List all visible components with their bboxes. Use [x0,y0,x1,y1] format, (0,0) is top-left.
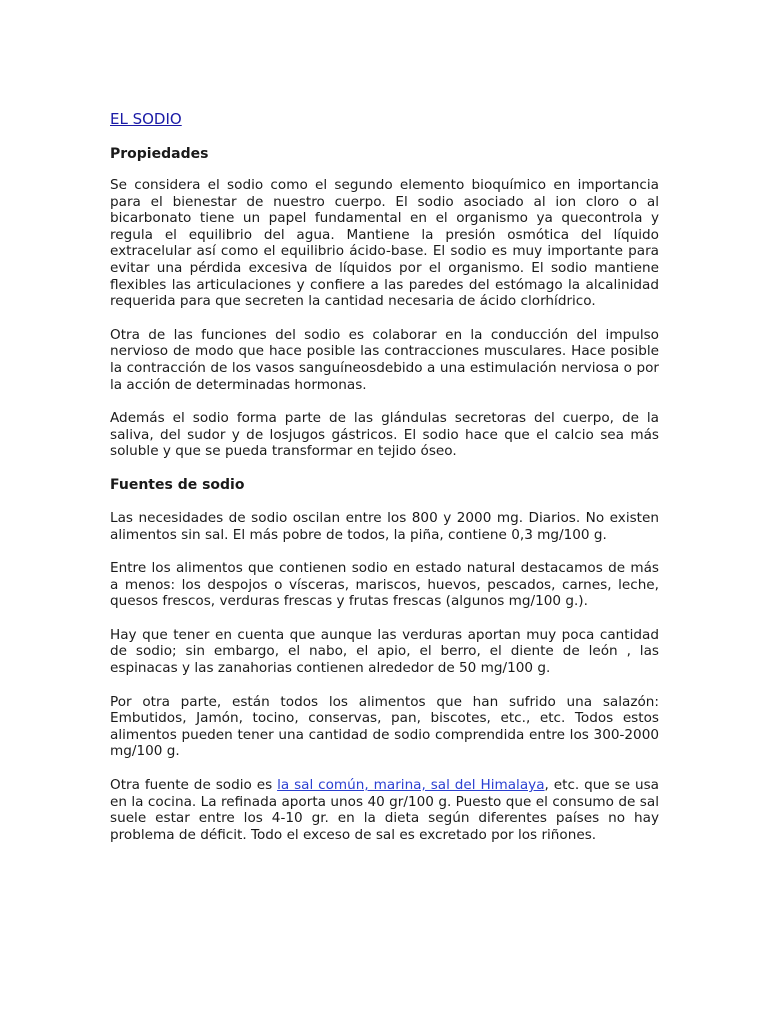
section-heading-propiedades: Propiedades [110,146,209,162]
document-title [110,108,659,130]
paragraph: Entre los alimentos que contienen sodio en estado natural destacamos de más a menos: los despojos o vísceras, mariscos, huevos, pescados, carnes, leche, quesos frescos, verduras frescas y frutas frescas (algunos mg/100 g.). [110,560,659,610]
paragraph: Otra de las funciones del sodio es colaborar en la conducción del impulso nervioso de modo que hace posible las contracciones musculares. Hace posible la contracción de los vasos sanguíneosdebido a una estimulación nerviosa o por la acción de determinadas hormonas. [110,326,659,393]
paragraph-with-link [110,777,659,843]
paragraph: Por otra parte, están todos los alimentos que han sufrido una salazón: Embutidos, Jamón, tocino, conservas, pan, biscotes, etc., etc. Todos estos alimentos pueden tener una cantidad de sodio comprendida entre los 300-2000 mg/100 g. [110,693,659,760]
section-heading-fuentes: Fuentes de sodio [110,476,245,493]
sal-types-link[interactable]: la sal común, marina, sal del Himalaya [277,777,545,794]
paragraph: Además el sodio forma parte de las glándulas secretoras del cuerpo, de la saliva, del sudor y de losjugos gástricos. El sodio hace que el calcio sea más soluble y que se pueda transformar en tejido óseo. [110,410,659,460]
paragraph-text-after-link: , etc. que se usa en la cocina. La refinada aporta unos 40 gr/100 g. Puesto que el consumo de sal suele estar entre los 4-10 gr. en la dieta según diferentes países no hay problema de déficit. Todo el exceso de sal es excretado por los riñones. [110,777,659,843]
paragraph-text-before-link: Otra fuente de sodio es [110,777,278,794]
paragraph: Se considera el sodio como el segundo elemento bioquímico en importancia para el bienestar de nuestro cuerpo. El sodio asociado al ion cloro o al bicarbonato tiene un papel fundamental en el organismo ya quecontrola y regula el equilibrio del agua. Mantiene la presión osmótica del líquido extracelular así como el equilibrio ácido-base. El sodio es muy importante para evitar una pérdida excesiva de líquidos por el organismo. El sodio mantiene flexibles las articulaciones y confiere a las paredes del estómago la alcalinidad requerida para que secreten la cantidad necesaria de ácido clorhídrico. [110,177,659,310]
paragraph: Hay que tener en cuenta que aunque las verduras aportan muy poca cantidad de sodio; sin embargo, el nabo, el apio, el berro, el diente de león , las espinacas y las zanahorias contienen alrededor de 50 mg/100 g. [110,626,659,677]
paragraph: Las necesidades de sodio oscilan entre los 800 y 2000 mg. Diarios. No existen alimentos sin sal. El más pobre de todos, la piña, contiene 0,3 mg/100 g. [110,509,659,543]
document-page [110,108,659,843]
title-link[interactable]: EL SODIO [110,110,182,128]
